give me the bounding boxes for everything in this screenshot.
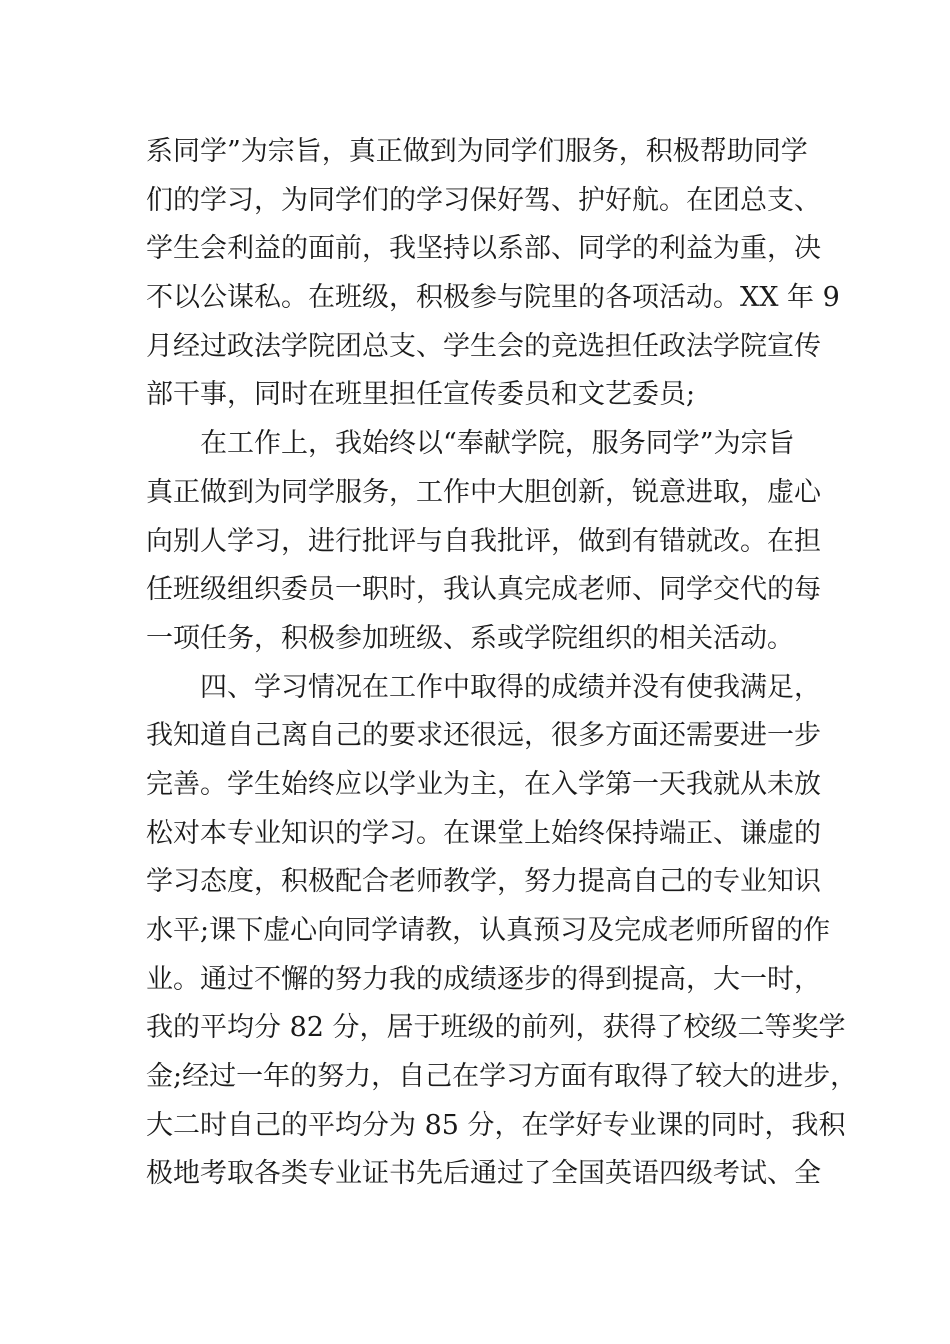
- section-heading-line: 四、学习情况在工作中取得的成绩并没有使我满足，: [200, 671, 821, 703]
- text-line-6: 部干事，同时在班里担任宣传委员和文艺委员;: [146, 379, 696, 411]
- text-line-17: 水平;课下虚心向同学请教，认真预习及完成老师所留的作: [146, 915, 831, 946]
- text-line-1: 系同学”为宗旨，真正做到为同学们服务，积极帮助同学: [146, 136, 808, 167]
- text-line-16: 学习态度，积极配合老师教学，努力提高自己的专业知识: [146, 866, 821, 898]
- text-line-3: 学生会利益的面前，我坚持以系部、同学的利益为重，决: [146, 233, 821, 265]
- text-line-4: 不以公谋私。在班级，积极参与院里的各项活动。XX 年 9: [146, 282, 840, 314]
- text-line-10: 任班级组织委员一职时，我认真完成老师、同学交代的每: [146, 574, 821, 606]
- text-line-22: 极地考取各类专业证书先后通过了全国英语四级考试、全: [146, 1158, 821, 1190]
- text-line-15: 松对本专业知识的学习。在课堂上始终保持端正、谦虚的: [146, 817, 821, 849]
- text-line-5: 月经过政法学院团总支、学生会的竞选担任政法学院宣传: [146, 330, 821, 362]
- text-line-2: 们的学习，为同学们的学习保好驾、护好航。在团总支、: [146, 184, 821, 216]
- text-line-13: 我知道自己离自己的要求还很远，很多方面还需要进一步: [146, 720, 821, 752]
- text-line-11: 一项任务，积极参加班级、系或学院组织的相关活动。: [146, 622, 794, 654]
- paragraph-start-line: 在工作上，我始终以“奉献学院，服务同学”为宗旨: [200, 428, 795, 460]
- text-line-21: 大二时自己的平均分为 85 分，在学好专业课的同时，我积: [146, 1109, 846, 1141]
- text-line-8: 真正做到为同学服务，工作中大胆创新，锐意进取，虚心: [146, 476, 821, 508]
- text-line-18: 业。通过不懈的努力我的成绩逐步的得到提高，大一时，: [146, 963, 821, 995]
- text-line-20: 金;经过一年的努力，自己在学习方面有取得了较大的进步，: [146, 1061, 858, 1093]
- text-line-19: 我的平均分 82 分，居于班级的前列，获得了校级二等奖学: [146, 1012, 846, 1044]
- body-text: [146, 128, 858, 1199]
- text-line-9: 向别人学习，进行批评与自我批评，做到有错就改。在担: [146, 525, 821, 557]
- text-line-14: 完善。学生始终应以学业为主，在入学第一天我就从未放: [146, 768, 821, 800]
